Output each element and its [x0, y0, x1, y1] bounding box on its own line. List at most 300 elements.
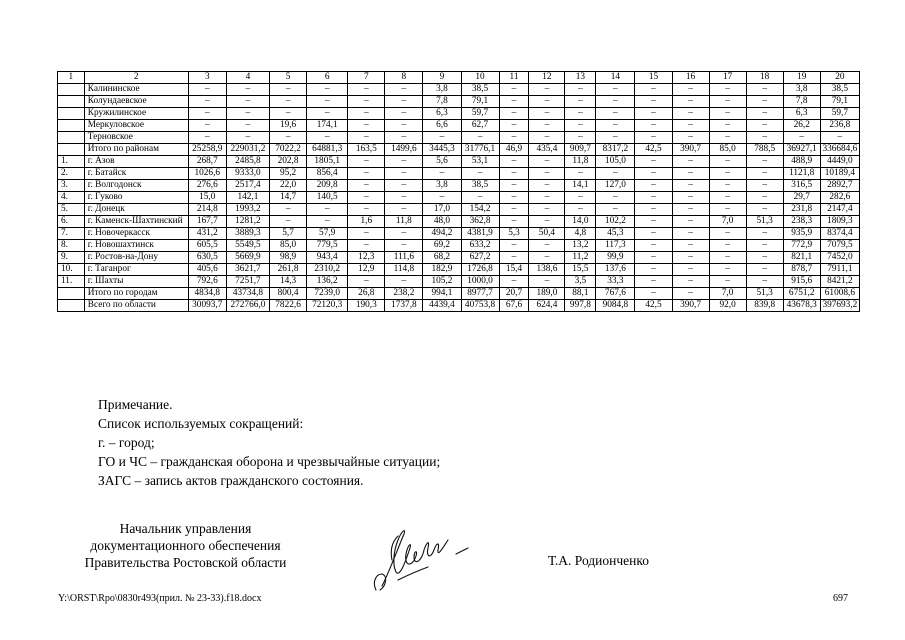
row-number-cell: [58, 300, 85, 312]
row-name-cell: Кружилинское: [84, 108, 188, 120]
value-cell: 12,3: [348, 252, 385, 264]
value-cell: 282,6: [820, 192, 859, 204]
value-cell: –: [746, 120, 783, 132]
value-cell: 14,0: [565, 216, 596, 228]
column-number: 3: [188, 72, 226, 84]
value-cell: –: [188, 120, 226, 132]
value-cell: 231,8: [783, 204, 820, 216]
value-cell: 189,0: [529, 288, 565, 300]
row-number-cell: [58, 132, 85, 144]
value-cell: –: [565, 192, 596, 204]
value-cell: 12,9: [348, 264, 385, 276]
value-cell: 435,4: [529, 144, 565, 156]
value-cell: 9333,0: [226, 168, 269, 180]
value-cell: 51,3: [746, 216, 783, 228]
value-cell: 1805,1: [307, 156, 348, 168]
value-cell: –: [709, 156, 746, 168]
value-cell: –: [499, 192, 529, 204]
value-cell: –: [499, 156, 529, 168]
row-name-cell: Калининское: [84, 84, 188, 96]
row-number-cell: 8.: [58, 240, 85, 252]
row-name-cell: Меркуловское: [84, 120, 188, 132]
value-cell: 943,4: [307, 252, 348, 264]
value-cell: 79,1: [461, 96, 499, 108]
value-cell: 229031,2: [226, 144, 269, 156]
value-cell: 202,8: [270, 156, 307, 168]
value-cell: –: [529, 192, 565, 204]
value-cell: 494,2: [423, 228, 461, 240]
value-cell: –: [307, 204, 348, 216]
column-number: 4: [226, 72, 269, 84]
value-cell: 59,7: [461, 108, 499, 120]
value-cell: –: [635, 192, 672, 204]
value-cell: 3445,3: [423, 144, 461, 156]
column-number: 18: [746, 72, 783, 84]
value-cell: –: [672, 180, 709, 192]
value-cell: –: [672, 228, 709, 240]
value-cell: –: [499, 108, 529, 120]
table-row: [58, 168, 860, 180]
value-cell: –: [672, 132, 709, 144]
value-cell: 272766,0: [226, 300, 269, 312]
value-cell: 20,7: [499, 288, 529, 300]
row-name-cell: г. Батайск: [84, 168, 188, 180]
value-cell: 9084,8: [596, 300, 635, 312]
value-cell: 99,9: [596, 252, 635, 264]
value-cell: –: [270, 132, 307, 144]
value-cell: 6,3: [783, 108, 820, 120]
column-number: 15: [635, 72, 672, 84]
value-cell: –: [746, 96, 783, 108]
value-cell: –: [596, 132, 635, 144]
value-cell: –: [423, 168, 461, 180]
value-cell: –: [565, 108, 596, 120]
value-cell: 624,4: [529, 300, 565, 312]
note-line: ЗАГС – запись актов гражданского состояния.: [98, 473, 364, 488]
value-cell: –: [385, 168, 423, 180]
value-cell: –: [672, 156, 709, 168]
value-cell: –: [635, 240, 672, 252]
value-cell: 3621,7: [226, 264, 269, 276]
value-cell: –: [529, 108, 565, 120]
value-cell: –: [348, 192, 385, 204]
value-cell: –: [461, 132, 499, 144]
value-cell: 15,4: [499, 264, 529, 276]
page-number: 697: [833, 593, 848, 604]
column-number: 20: [820, 72, 859, 84]
row-number-cell: 4.: [58, 192, 85, 204]
value-cell: 5,7: [270, 228, 307, 240]
value-cell: 14,1: [565, 180, 596, 192]
table-row: [58, 192, 860, 204]
value-cell: 57,9: [307, 228, 348, 240]
value-cell: –: [709, 96, 746, 108]
value-cell: 69,2: [423, 240, 461, 252]
value-cell: 102,2: [596, 216, 635, 228]
value-cell: 53,1: [461, 156, 499, 168]
value-cell: –: [746, 252, 783, 264]
value-cell: –: [635, 216, 672, 228]
table-row: [58, 276, 860, 288]
value-cell: 276,6: [188, 180, 226, 192]
value-cell: 46,9: [499, 144, 529, 156]
value-cell: 4381,9: [461, 228, 499, 240]
value-cell: 238,3: [783, 216, 820, 228]
value-cell: 8317,2: [596, 144, 635, 156]
note-line: Список используемых сокращений:: [98, 416, 304, 431]
value-cell: 38,5: [461, 180, 499, 192]
value-cell: 4834,8: [188, 288, 226, 300]
value-cell: –: [226, 108, 269, 120]
value-cell: –: [499, 240, 529, 252]
value-cell: –: [348, 228, 385, 240]
value-cell: 2485,8: [226, 156, 269, 168]
table-row: [58, 300, 860, 312]
value-cell: –: [746, 132, 783, 144]
value-cell: 627,2: [461, 252, 499, 264]
table-row: [58, 228, 860, 240]
value-cell: –: [709, 228, 746, 240]
value-cell: –: [709, 252, 746, 264]
row-name-cell: Итого по городам: [84, 288, 188, 300]
value-cell: –: [348, 204, 385, 216]
value-cell: –: [307, 216, 348, 228]
value-cell: –: [385, 204, 423, 216]
value-cell: 42,5: [635, 300, 672, 312]
value-cell: 1121,8: [783, 168, 820, 180]
value-cell: 68,2: [423, 252, 461, 264]
value-cell: 50,4: [529, 228, 565, 240]
row-number-cell: 9.: [58, 252, 85, 264]
value-cell: –: [499, 132, 529, 144]
row-name-cell: г. Шахты: [84, 276, 188, 288]
table-row: [58, 156, 860, 168]
value-cell: 5549,5: [226, 240, 269, 252]
row-number-cell: 6.: [58, 216, 85, 228]
value-cell: 6,3: [423, 108, 461, 120]
value-cell: 3,5: [565, 276, 596, 288]
value-cell: 261,8: [270, 264, 307, 276]
value-cell: 8977,7: [461, 288, 499, 300]
value-cell: 111,6: [385, 252, 423, 264]
value-cell: 1,6: [348, 216, 385, 228]
value-cell: –: [783, 132, 820, 144]
column-number: 5: [270, 72, 307, 84]
value-cell: –: [746, 264, 783, 276]
value-cell: 605,5: [188, 240, 226, 252]
value-cell: –: [672, 288, 709, 300]
value-cell: 209,8: [307, 180, 348, 192]
value-cell: 390,7: [672, 144, 709, 156]
value-cell: –: [348, 276, 385, 288]
value-cell: 800,4: [270, 288, 307, 300]
value-cell: –: [635, 120, 672, 132]
value-cell: 1499,6: [385, 144, 423, 156]
value-cell: –: [635, 204, 672, 216]
value-cell: 7911,1: [820, 264, 859, 276]
row-name-cell: г. Новошахтинск: [84, 240, 188, 252]
value-cell: –: [635, 288, 672, 300]
value-cell: 31776,1: [461, 144, 499, 156]
value-cell: –: [499, 180, 529, 192]
value-cell: 214,8: [188, 204, 226, 216]
row-number-cell: [58, 120, 85, 132]
value-cell: –: [635, 228, 672, 240]
value-cell: 767,6: [596, 288, 635, 300]
value-cell: –: [348, 108, 385, 120]
value-cell: 1281,2: [226, 216, 269, 228]
value-cell: –: [709, 108, 746, 120]
value-cell: –: [423, 132, 461, 144]
value-cell: 98,9: [270, 252, 307, 264]
data-table: [57, 71, 860, 312]
value-cell: 2310,2: [307, 264, 348, 276]
signatory-title-line: Правительства Ростовской области: [84, 555, 287, 570]
value-cell: –: [529, 276, 565, 288]
value-cell: 8374,4: [820, 228, 859, 240]
value-cell: 7239,0: [307, 288, 348, 300]
handwritten-signature: [368, 520, 473, 595]
value-cell: 7,8: [423, 96, 461, 108]
value-cell: –: [499, 252, 529, 264]
value-cell: –: [307, 132, 348, 144]
note-line: ГО и ЧС – гражданская оборона и чрезвычайные ситуации;: [98, 454, 441, 469]
value-cell: 62,7: [461, 120, 499, 132]
value-cell: –: [348, 240, 385, 252]
value-cell: 779,5: [307, 240, 348, 252]
table-row: [58, 264, 860, 276]
value-cell: 11,8: [565, 156, 596, 168]
value-cell: 85,0: [709, 144, 746, 156]
value-cell: –: [529, 84, 565, 96]
value-cell: –: [529, 96, 565, 108]
value-cell: –: [565, 96, 596, 108]
value-cell: 138,6: [529, 264, 565, 276]
value-cell: –: [746, 180, 783, 192]
value-cell: 3,8: [423, 180, 461, 192]
value-cell: 336684,6: [820, 144, 859, 156]
value-cell: –: [499, 216, 529, 228]
value-cell: 43734,8: [226, 288, 269, 300]
column-number: 8: [385, 72, 423, 84]
row-number-cell: [58, 144, 85, 156]
value-cell: –: [596, 120, 635, 132]
value-cell: –: [635, 264, 672, 276]
value-cell: –: [746, 192, 783, 204]
column-number: 11: [499, 72, 529, 84]
row-name-cell: г. Донецк: [84, 204, 188, 216]
value-cell: 10189,4: [820, 168, 859, 180]
value-cell: 1000,0: [461, 276, 499, 288]
value-cell: –: [461, 192, 499, 204]
row-number-cell: 11.: [58, 276, 85, 288]
row-number-cell: 7.: [58, 228, 85, 240]
value-cell: –: [746, 228, 783, 240]
row-number-cell: [58, 96, 85, 108]
table-row: [58, 120, 860, 132]
value-cell: 7022,2: [270, 144, 307, 156]
row-name-cell: Колундаевское: [84, 96, 188, 108]
value-cell: 5,6: [423, 156, 461, 168]
value-cell: 137,6: [596, 264, 635, 276]
value-cell: 3,8: [423, 84, 461, 96]
table-row: [58, 132, 860, 144]
column-number: 10: [461, 72, 499, 84]
value-cell: –: [635, 180, 672, 192]
value-cell: 1737,8: [385, 300, 423, 312]
value-cell: –: [596, 108, 635, 120]
value-cell: 25258,9: [188, 144, 226, 156]
value-cell: 3,8: [783, 84, 820, 96]
value-cell: 316,5: [783, 180, 820, 192]
value-cell: –: [746, 204, 783, 216]
value-cell: –: [565, 132, 596, 144]
value-cell: –: [307, 84, 348, 96]
value-cell: –: [672, 252, 709, 264]
value-cell: –: [672, 168, 709, 180]
value-cell: 14,3: [270, 276, 307, 288]
value-cell: 994,1: [423, 288, 461, 300]
value-cell: 6751,2: [783, 288, 820, 300]
row-number-cell: 1.: [58, 156, 85, 168]
value-cell: 5669,9: [226, 252, 269, 264]
value-cell: –: [348, 96, 385, 108]
value-cell: 117,3: [596, 240, 635, 252]
value-cell: 1993,2: [226, 204, 269, 216]
value-cell: –: [385, 228, 423, 240]
column-number: 16: [672, 72, 709, 84]
value-cell: 26,2: [783, 120, 820, 132]
value-cell: –: [635, 276, 672, 288]
value-cell: –: [385, 156, 423, 168]
table-row: [58, 144, 860, 156]
value-cell: 43678,3: [783, 300, 820, 312]
value-cell: –: [529, 252, 565, 264]
value-cell: –: [596, 168, 635, 180]
column-number: 1: [58, 72, 85, 84]
value-cell: 8421,2: [820, 276, 859, 288]
value-cell: –: [348, 156, 385, 168]
value-cell: 4439,4: [423, 300, 461, 312]
value-cell: –: [529, 216, 565, 228]
value-cell: 236,8: [820, 120, 859, 132]
row-name-cell: Всего по области: [84, 300, 188, 312]
signatory-title-line: Начальник управления: [119, 521, 252, 536]
row-name-cell: Терновское: [84, 132, 188, 144]
value-cell: 163,5: [348, 144, 385, 156]
table-row: [58, 240, 860, 252]
value-cell: 390,7: [672, 300, 709, 312]
value-cell: 7,0: [709, 288, 746, 300]
value-cell: –: [188, 108, 226, 120]
value-cell: 7452,0: [820, 252, 859, 264]
value-cell: 190,3: [348, 300, 385, 312]
row-number-cell: 5.: [58, 204, 85, 216]
value-cell: –: [565, 84, 596, 96]
row-name-cell: Итого по районам: [84, 144, 188, 156]
value-cell: –: [385, 108, 423, 120]
value-cell: –: [672, 276, 709, 288]
value-cell: 7,0: [709, 216, 746, 228]
value-cell: –: [672, 240, 709, 252]
value-cell: –: [423, 192, 461, 204]
value-cell: –: [672, 120, 709, 132]
value-cell: –: [529, 204, 565, 216]
table-row: [58, 180, 860, 192]
value-cell: –: [635, 132, 672, 144]
value-cell: –: [746, 156, 783, 168]
value-cell: 1726,8: [461, 264, 499, 276]
value-cell: –: [709, 240, 746, 252]
value-cell: –: [746, 108, 783, 120]
column-number: 13: [565, 72, 596, 84]
value-cell: 238,2: [385, 288, 423, 300]
column-number: 9: [423, 72, 461, 84]
row-name-cell: г. Новочеркасск: [84, 228, 188, 240]
value-cell: –: [635, 96, 672, 108]
value-cell: –: [348, 132, 385, 144]
value-cell: –: [709, 180, 746, 192]
value-cell: 13,2: [565, 240, 596, 252]
value-cell: –: [709, 192, 746, 204]
value-cell: –: [385, 132, 423, 144]
value-cell: –: [596, 84, 635, 96]
signatory-title: [58, 520, 313, 571]
value-cell: –: [672, 204, 709, 216]
value-cell: –: [529, 132, 565, 144]
table-row: [58, 288, 860, 300]
value-cell: 362,8: [461, 216, 499, 228]
value-cell: 59,7: [820, 108, 859, 120]
value-cell: 856,4: [307, 168, 348, 180]
value-cell: –: [635, 252, 672, 264]
value-cell: 29,7: [783, 192, 820, 204]
value-cell: –: [709, 120, 746, 132]
value-cell: 935,9: [783, 228, 820, 240]
note-line: г. – город;: [98, 435, 155, 450]
value-cell: 11,2: [565, 252, 596, 264]
value-cell: 997,8: [565, 300, 596, 312]
value-cell: 142,1: [226, 192, 269, 204]
value-cell: 3889,3: [226, 228, 269, 240]
value-cell: –: [461, 168, 499, 180]
value-cell: –: [348, 180, 385, 192]
value-cell: 64881,3: [307, 144, 348, 156]
column-number: 6: [307, 72, 348, 84]
value-cell: –: [385, 240, 423, 252]
value-cell: –: [529, 180, 565, 192]
value-cell: –: [270, 84, 307, 96]
value-cell: 6,6: [423, 120, 461, 132]
row-number-cell: 2.: [58, 168, 85, 180]
value-cell: 633,2: [461, 240, 499, 252]
value-cell: –: [635, 168, 672, 180]
value-cell: –: [635, 108, 672, 120]
value-cell: 7822,6: [270, 300, 307, 312]
value-cell: 42,5: [635, 144, 672, 156]
value-cell: –: [529, 120, 565, 132]
value-cell: –: [307, 96, 348, 108]
value-cell: 88,1: [565, 288, 596, 300]
value-cell: 140,5: [307, 192, 348, 204]
value-cell: –: [746, 276, 783, 288]
value-cell: 7,8: [783, 96, 820, 108]
row-name-cell: г. Таганрог: [84, 264, 188, 276]
value-cell: –: [499, 96, 529, 108]
value-cell: –: [270, 216, 307, 228]
column-number: 17: [709, 72, 746, 84]
signatory-name: Т.А. Родионченко: [548, 553, 649, 568]
